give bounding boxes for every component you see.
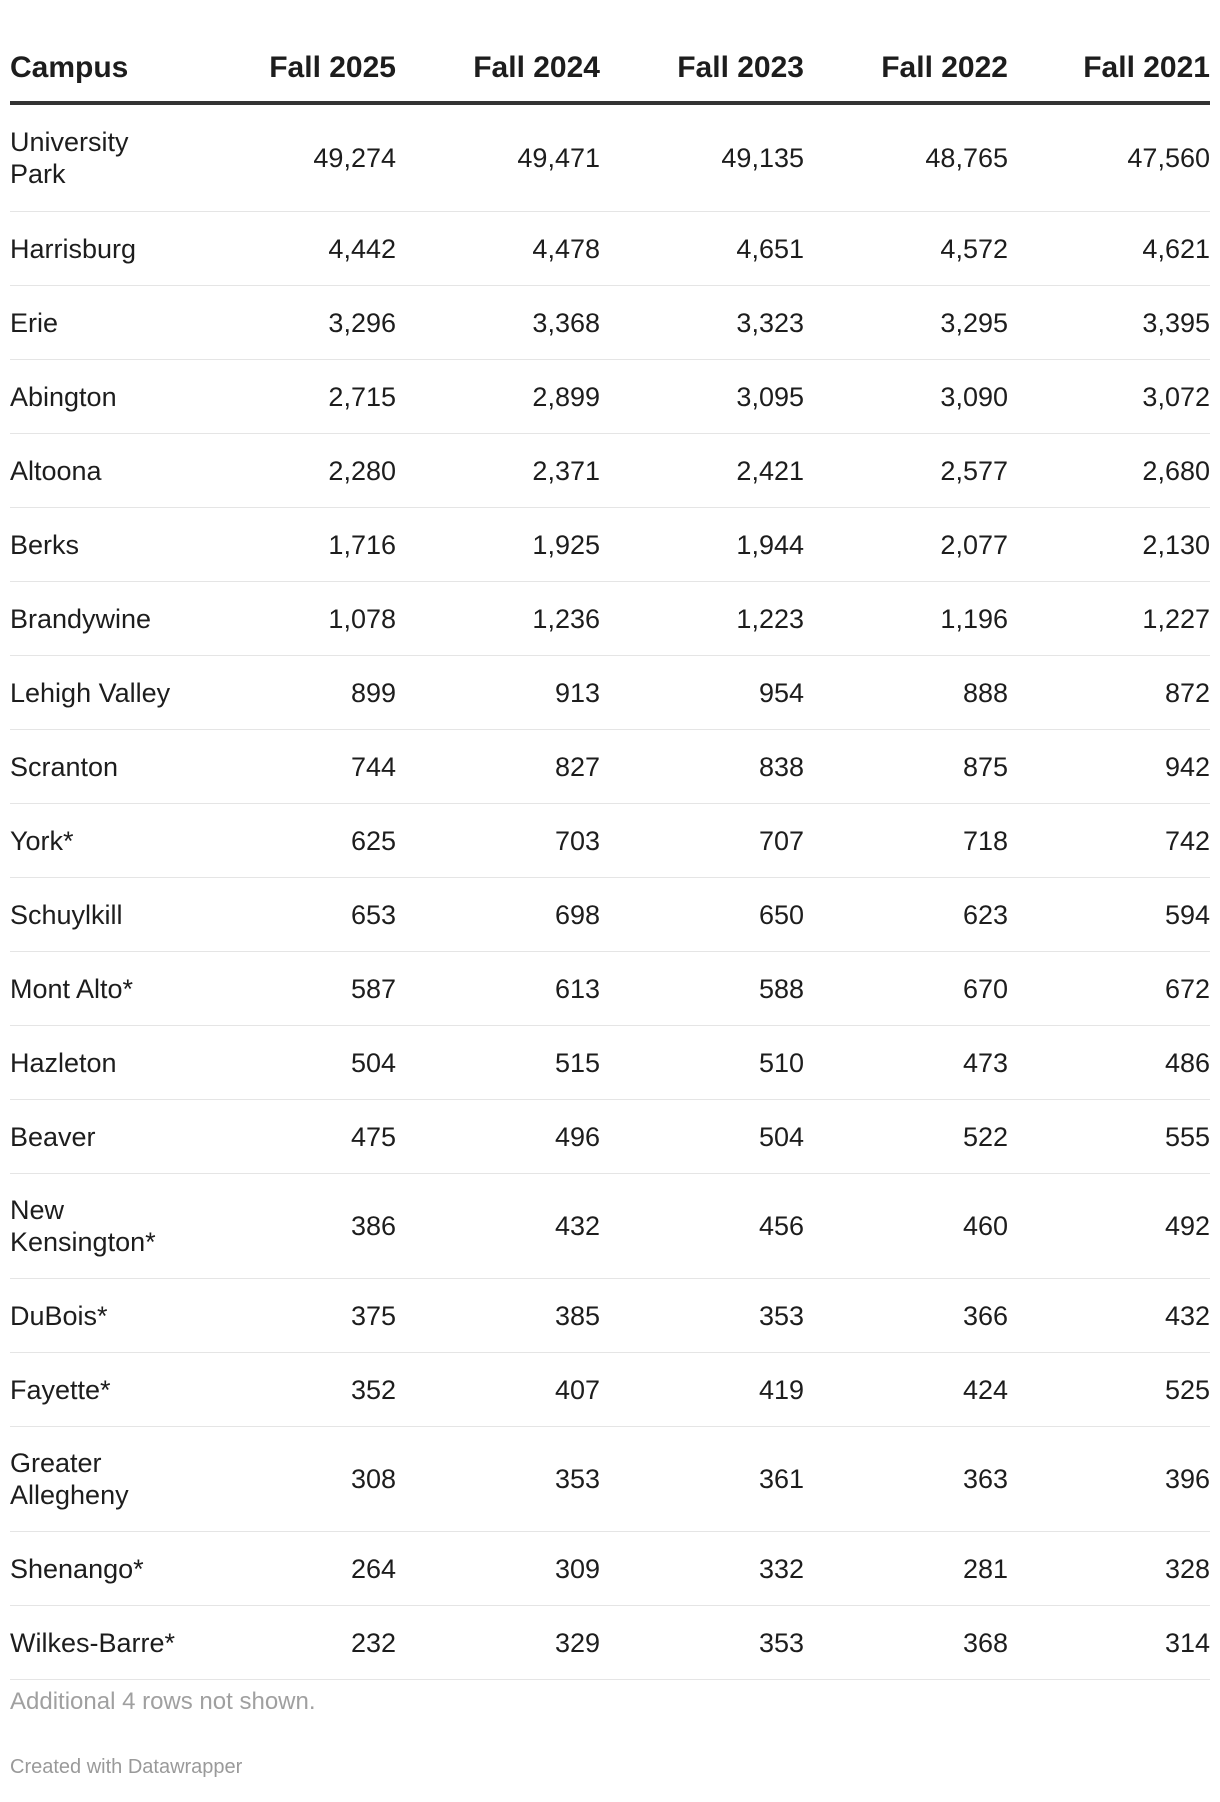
enrollment-value-cell: 4,572 — [940, 233, 1008, 264]
campus-name-cell: Shenango* — [10, 1553, 144, 1584]
campus-name-cell: Brandywine — [10, 603, 152, 634]
enrollment-value-cell: 2,280 — [328, 455, 396, 486]
enrollment-value-cell: 2,680 — [1142, 455, 1210, 486]
enrollment-value-cell: 309 — [554, 1553, 600, 1584]
campus-name-cell: Berks — [10, 529, 80, 560]
enrollment-value-cell: 827 — [554, 751, 600, 782]
enrollment-value-cell: 366 — [962, 1300, 1008, 1331]
enrollment-value-cell: 744 — [350, 751, 396, 782]
enrollment-value-cell: 1,925 — [532, 529, 600, 560]
table-row — [10, 1606, 1210, 1680]
campus-name-cell: Erie — [10, 307, 59, 338]
enrollment-value-cell: 1,227 — [1142, 603, 1210, 634]
enrollment-value-cell: 899 — [350, 677, 396, 708]
enrollment-value-cell: 1,078 — [328, 603, 396, 634]
enrollment-value-cell: 504 — [350, 1047, 396, 1078]
enrollment-value-cell: 396 — [1164, 1464, 1210, 1494]
enrollment-value-cell: 496 — [554, 1121, 600, 1152]
header-fall-2025[interactable]: Fall 2025 — [269, 51, 396, 84]
table-row — [10, 656, 1210, 730]
table-row — [10, 804, 1210, 878]
campus-name-cell: York* — [10, 825, 74, 856]
enrollment-value-cell: 3,296 — [328, 307, 396, 338]
enrollment-value-cell: 698 — [554, 899, 600, 930]
enrollment-value-cell: 486 — [1164, 1047, 1210, 1078]
enrollment-value-cell: 650 — [758, 899, 804, 930]
enrollment-value-cell: 2,421 — [736, 455, 804, 486]
campus-name-cell: Altoona — [10, 455, 102, 486]
campus-name-cell: Hazleton — [10, 1047, 117, 1078]
enrollment-value-cell: 942 — [1164, 751, 1210, 782]
enrollment-value-cell: 1,944 — [736, 529, 804, 560]
enrollment-value-cell: 875 — [962, 751, 1008, 782]
enrollment-value-cell: 281 — [962, 1553, 1008, 1584]
enrollment-value-cell: 1,236 — [532, 603, 600, 634]
enrollment-value-cell: 2,715 — [328, 381, 396, 412]
header-fall-2021[interactable]: Fall 2021 — [1083, 51, 1210, 84]
enrollment-value-cell: 594 — [1164, 899, 1210, 930]
enrollment-value-cell: 48,765 — [925, 143, 1008, 173]
enrollment-value-cell: 352 — [350, 1374, 396, 1405]
enrollment-value-cell: 264 — [350, 1553, 396, 1584]
enrollment-value-cell: 386 — [350, 1211, 396, 1241]
enrollment-value-cell: 419 — [758, 1374, 804, 1405]
enrollment-value-cell: 3,072 — [1142, 381, 1210, 412]
enrollment-value-cell: 2,371 — [532, 455, 600, 486]
table-row — [10, 1279, 1210, 1353]
enrollment-value-cell: 4,651 — [736, 233, 804, 264]
table-row — [10, 1532, 1210, 1606]
enrollment-value-cell: 588 — [758, 973, 804, 1004]
campus-name-cell: Harrisburg — [10, 233, 137, 264]
rows-hidden-note: Additional 4 rows not shown. — [10, 1688, 316, 1715]
enrollment-value-cell: 353 — [758, 1300, 804, 1331]
enrollment-value-cell: 308 — [350, 1464, 396, 1494]
enrollment-value-cell: 3,295 — [940, 307, 1008, 338]
enrollment-value-cell: 2,899 — [532, 381, 600, 412]
enrollment-value-cell: 3,395 — [1142, 307, 1210, 338]
table-row — [10, 1174, 1210, 1279]
campus-name-cell: DuBois* — [10, 1300, 108, 1331]
enrollment-value-cell: 888 — [962, 677, 1008, 708]
table-row — [10, 1353, 1210, 1427]
table-row — [10, 878, 1210, 952]
enrollment-value-cell: 613 — [554, 973, 600, 1004]
campus-name-cell: Scranton — [10, 751, 119, 782]
enrollment-value-cell: 653 — [350, 899, 396, 930]
enrollment-value-cell: 1,223 — [736, 603, 804, 634]
enrollment-value-cell: 672 — [1164, 973, 1210, 1004]
table-row — [10, 508, 1210, 582]
enrollment-value-cell: 47,560 — [1127, 143, 1210, 173]
table-row — [10, 1427, 1210, 1532]
campus-name-cell: Fayette* — [10, 1374, 111, 1405]
enrollment-value-cell: 718 — [962, 825, 1008, 856]
enrollment-value-cell: 4,621 — [1142, 233, 1210, 264]
enrollment-value-cell: 368 — [962, 1627, 1008, 1658]
enrollment-value-cell: 625 — [350, 825, 396, 856]
enrollment-value-cell: 473 — [962, 1047, 1008, 1078]
enrollment-value-cell: 49,274 — [313, 143, 396, 173]
datawrapper-credit: Created with Datawrapper — [10, 1756, 243, 1778]
enrollment-value-cell: 707 — [758, 825, 804, 856]
enrollment-value-cell: 555 — [1164, 1121, 1210, 1152]
enrollment-value-cell: 432 — [1164, 1300, 1210, 1331]
enrollment-value-cell: 510 — [758, 1047, 804, 1078]
header-fall-2022[interactable]: Fall 2022 — [881, 51, 1008, 84]
enrollment-value-cell: 3,368 — [532, 307, 600, 338]
campus-name-cell: Beaver — [10, 1121, 96, 1152]
enrollment-value-cell: 2,077 — [940, 529, 1008, 560]
enrollment-value-cell: 2,577 — [940, 455, 1008, 486]
enrollment-value-cell: 2,130 — [1142, 529, 1210, 560]
enrollment-value-cell: 385 — [554, 1300, 600, 1331]
enrollment-value-cell: 515 — [554, 1047, 600, 1078]
enrollment-value-cell: 456 — [758, 1211, 804, 1241]
enrollment-value-cell: 1,716 — [328, 529, 396, 560]
enrollment-value-cell: 475 — [350, 1121, 396, 1152]
enrollment-value-cell: 353 — [758, 1627, 804, 1658]
enrollment-value-cell: 328 — [1164, 1553, 1210, 1584]
enrollment-value-cell: 361 — [758, 1464, 804, 1494]
enrollment-value-cell: 3,095 — [736, 381, 804, 412]
enrollment-value-cell: 353 — [554, 1464, 600, 1494]
table-row — [10, 1026, 1210, 1100]
table-row — [10, 730, 1210, 804]
enrollment-value-cell: 522 — [962, 1121, 1008, 1152]
enrollment-value-cell: 525 — [1164, 1374, 1210, 1405]
campus-name-cell: Greater Allegheny — [10, 1448, 129, 1510]
table-row — [10, 212, 1210, 286]
table-row — [10, 286, 1210, 360]
enrollment-value-cell: 4,478 — [532, 233, 600, 264]
enrollment-value-cell: 838 — [758, 751, 804, 782]
header-fall-2024[interactable]: Fall 2024 — [473, 51, 600, 84]
enrollment-value-cell: 314 — [1164, 1627, 1210, 1658]
header-fall-2023[interactable]: Fall 2023 — [677, 51, 804, 84]
enrollment-value-cell: 407 — [554, 1374, 600, 1405]
enrollment-value-cell: 432 — [554, 1211, 600, 1241]
enrollment-value-cell: 329 — [554, 1627, 600, 1658]
enrollment-value-cell: 872 — [1164, 677, 1210, 708]
enrollment-value-cell: 913 — [554, 677, 600, 708]
enrollment-value-cell: 623 — [962, 899, 1008, 930]
table-row — [10, 582, 1210, 656]
enrollment-value-cell: 3,090 — [940, 381, 1008, 412]
data-table — [10, 0, 1210, 1680]
table-row — [10, 952, 1210, 1026]
campus-name-cell: Abington — [10, 381, 117, 412]
campus-name-cell: Lehigh Valley — [10, 677, 171, 708]
enrollment-value-cell: 703 — [554, 825, 600, 856]
enrollment-value-cell: 1,196 — [940, 603, 1008, 634]
enrollment-value-cell: 587 — [350, 973, 396, 1004]
enrollment-value-cell: 332 — [758, 1553, 804, 1584]
enrollment-value-cell: 49,135 — [721, 143, 804, 173]
enrollment-value-cell: 460 — [962, 1211, 1008, 1241]
enrollment-value-cell: 363 — [962, 1464, 1008, 1494]
enrollment-value-cell: 954 — [758, 677, 804, 708]
enrollment-value-cell: 504 — [758, 1121, 804, 1152]
enrollment-value-cell: 424 — [962, 1374, 1008, 1405]
table-body — [10, 105, 1210, 1680]
enrollment-value-cell: 492 — [1164, 1211, 1210, 1241]
campus-name-cell: Wilkes-Barre* — [10, 1627, 176, 1658]
enrollment-value-cell: 742 — [1164, 825, 1210, 856]
campus-name-cell: Mont Alto* — [10, 973, 134, 1004]
enrollment-value-cell: 49,471 — [517, 143, 600, 173]
enrollment-value-cell: 670 — [962, 973, 1008, 1004]
table-row — [10, 105, 1210, 212]
table-header — [10, 0, 1210, 105]
campus-name-cell: University Park — [10, 127, 129, 189]
enrollment-value-cell: 232 — [350, 1627, 396, 1658]
table-row — [10, 434, 1210, 508]
header-campus[interactable]: Campus — [10, 51, 129, 84]
campus-name-cell: Schuylkill — [10, 899, 123, 930]
enrollment-value-cell: 3,323 — [736, 307, 804, 338]
table-row — [10, 360, 1210, 434]
campus-name-cell: New Kensington* — [10, 1195, 156, 1257]
enrollment-value-cell: 375 — [350, 1300, 396, 1331]
enrollment-value-cell: 4,442 — [328, 233, 396, 264]
table-row — [10, 1100, 1210, 1174]
